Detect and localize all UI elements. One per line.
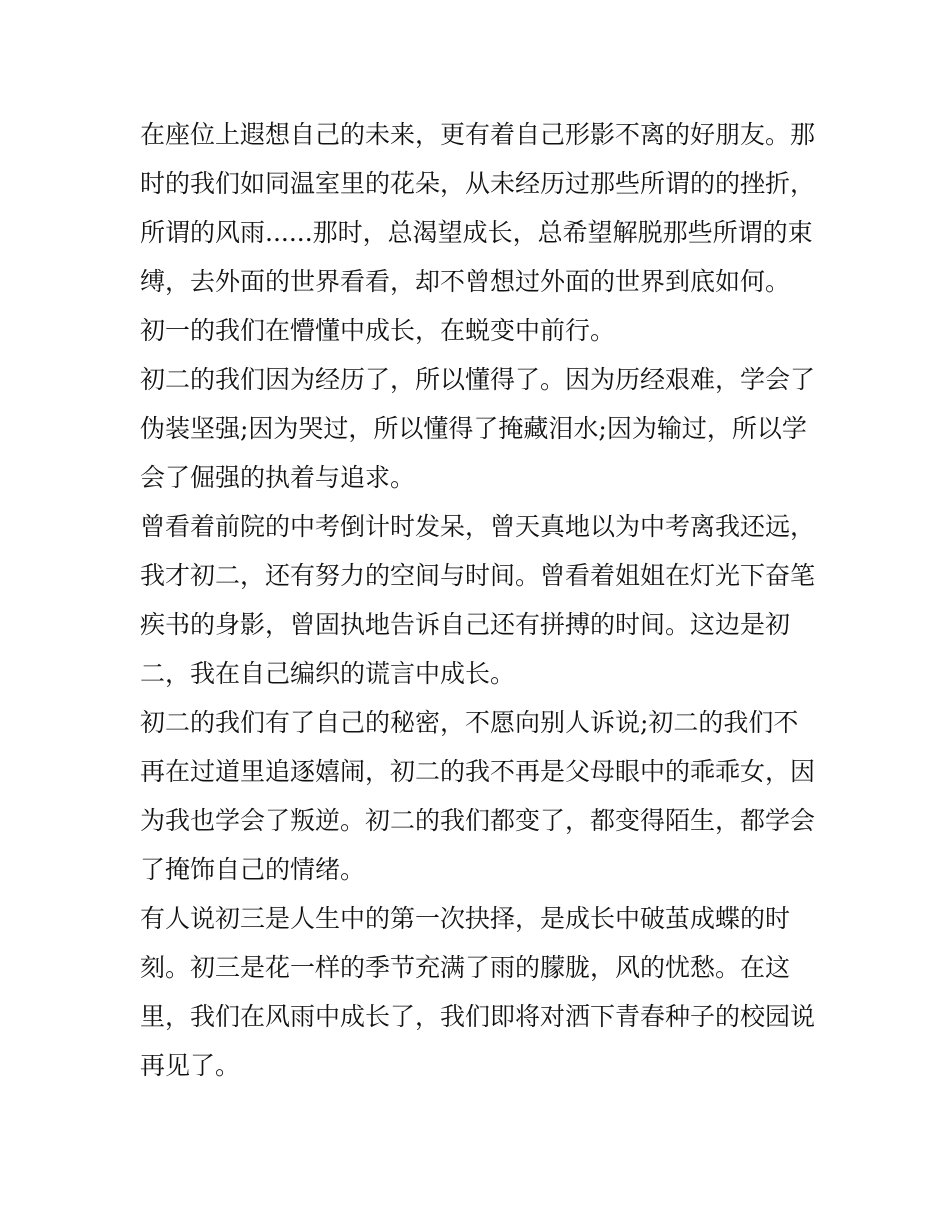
text-line: 再在过道里追逐嬉闹，初二的我不再是父母眼中的乖乖女，因 <box>140 757 816 786</box>
text-line: 初二的我们有了自己的秘密，不愿向别人诉说;初二的我们不 <box>140 708 799 737</box>
text-line: 了掩饰自己的情绪。 <box>140 855 366 884</box>
text-line: 疾书的身影，曾固执地告诉自己还有拼搏的时间。这边是初 <box>140 610 791 639</box>
text-line: 我才初二，还有努力的空间与时间。曾看着姐姐在灯光下奋笔 <box>140 561 816 590</box>
text-line: 初二的我们因为经历了，所以懂得了。因为历经艰难，学会了 <box>140 365 816 394</box>
text-line: 在座位上遐想自己的未来，更有着自己形影不离的好朋友。那 <box>140 120 816 149</box>
text-line: 二，我在自己编织的谎言中成长。 <box>140 659 516 688</box>
text-line: 再见了。 <box>140 1051 241 1080</box>
text-line: 为我也学会了叛逆。初二的我们都变了，都变得陌生，都学会 <box>140 806 816 835</box>
text-line: 刻。初三是花一样的季节充满了雨的朦胧，风的忧愁。在这 <box>140 953 791 982</box>
text-line: 里，我们在风雨中成长了，我们即将对洒下青春种子的校园说 <box>140 1002 816 1031</box>
text-line: 曾看着前院的中考倒计时发呆，曾天真地以为中考离我还远， <box>140 512 816 541</box>
text-line: 初一的我们在懵懂中成长，在蜕变中前行。 <box>140 316 616 345</box>
text-line: 伪装坚强;因为哭过，所以懂得了掩藏泪水;因为输过，所以学 <box>140 414 807 443</box>
text-line: 时的我们如同温室里的花朵，从未经历过那些所谓的的挫折， <box>140 169 816 198</box>
document-body <box>140 110 840 1090</box>
text-line: 会了倔强的执着与追求。 <box>140 463 416 492</box>
text-line: 有人说初三是人生中的第一次抉择，是成长中破茧成蝶的时 <box>140 904 791 933</box>
text-line: 所谓的风雨......那时，总渴望成长，总希望解脱那些所谓的束 <box>140 218 813 247</box>
text-line: 缚，去外面的世界看看，却不曾想过外面的世界到底如何。 <box>140 267 791 296</box>
